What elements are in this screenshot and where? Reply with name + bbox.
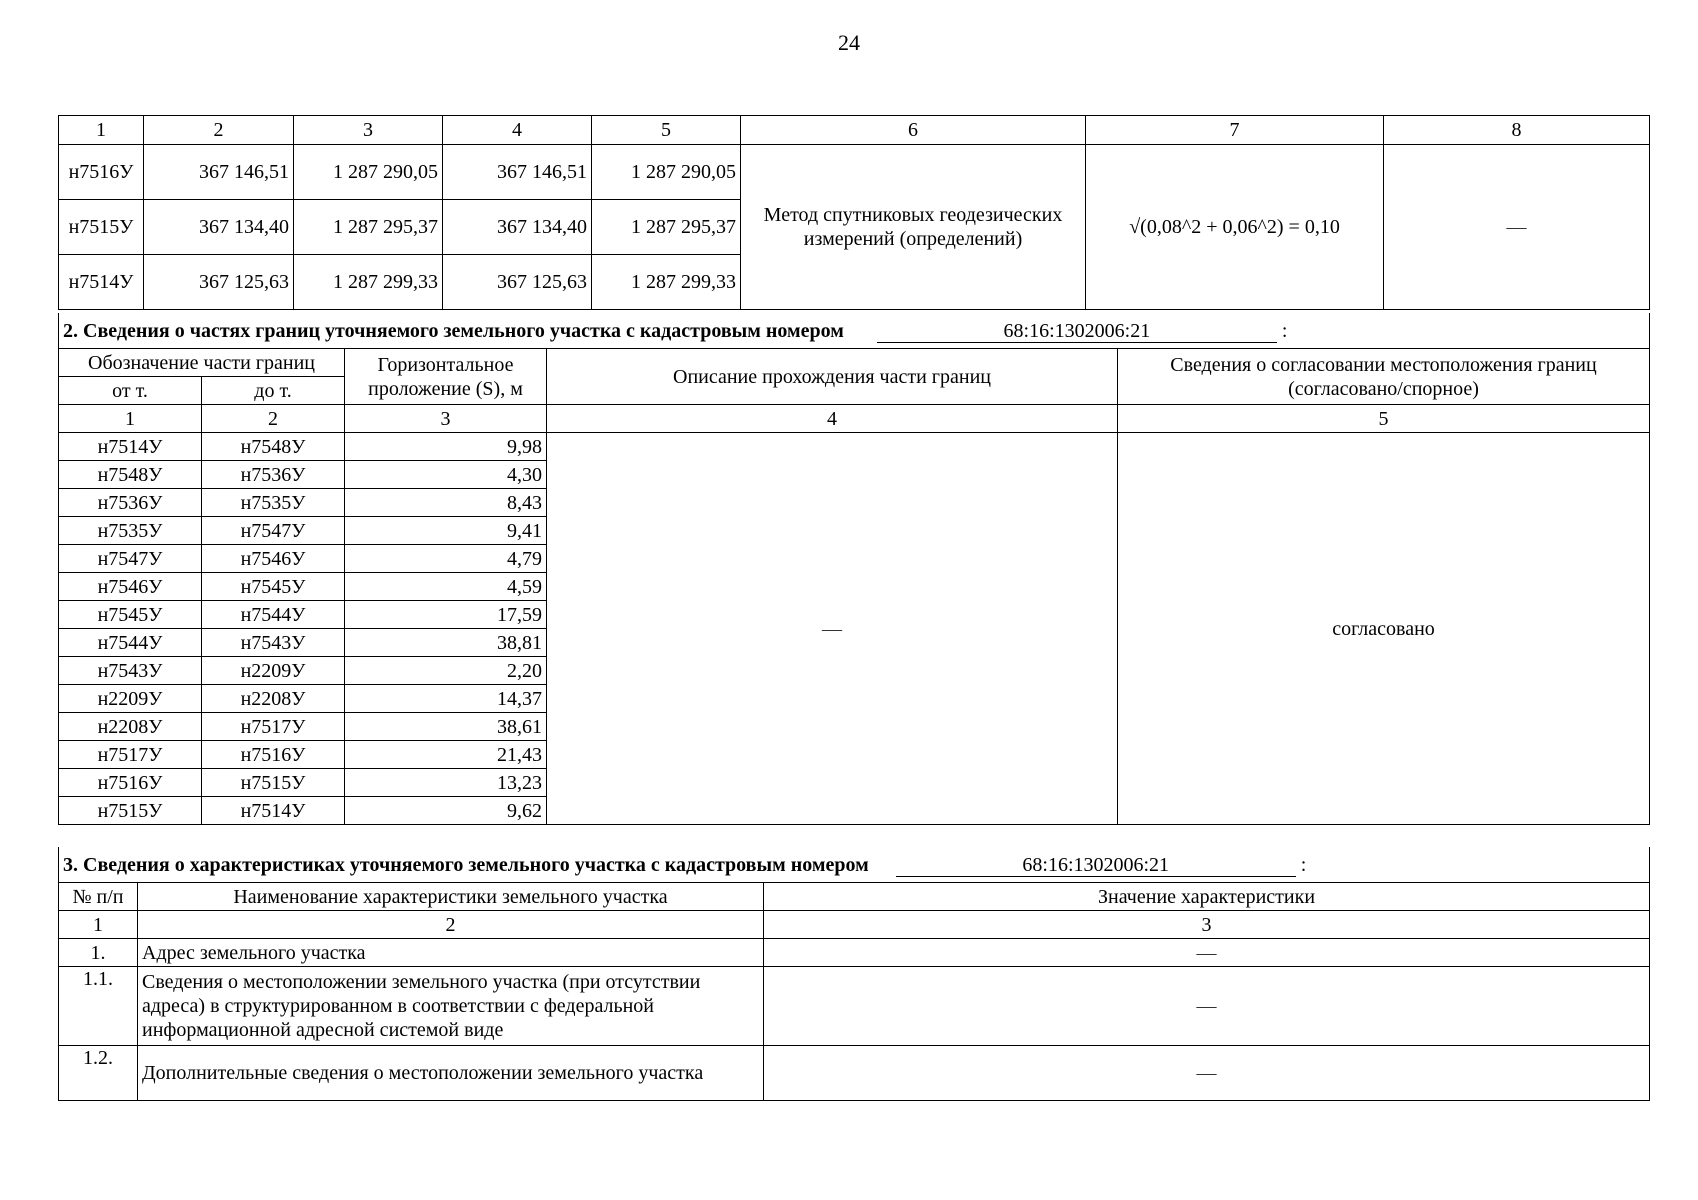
- num-header: № п/п: [59, 883, 138, 911]
- to-point: н7548У: [202, 433, 345, 461]
- horizontal-distance: 8,43: [345, 489, 547, 517]
- horizontal-distance: 9,62: [345, 797, 547, 825]
- horizontal-distance: 4,79: [345, 545, 547, 573]
- item-value: —: [764, 939, 1650, 967]
- from-point: н7517У: [59, 741, 202, 769]
- coord-y-old: 1 287 299,33: [294, 255, 443, 310]
- item-value: —: [764, 1046, 1650, 1101]
- coordinates-table: [58, 115, 1649, 310]
- table-row: [59, 433, 1650, 461]
- characteristics-table: [58, 847, 1649, 1101]
- column-number: 5: [1118, 405, 1650, 433]
- horizontal-distance: 38,61: [345, 713, 547, 741]
- to-point: н7514У: [202, 797, 345, 825]
- section-2-header-row: [59, 349, 1650, 377]
- section-3-number-row: [59, 911, 1650, 939]
- boundary-parts-table: [58, 313, 1649, 825]
- from-point: н7516У: [59, 769, 202, 797]
- to-point: н7517У: [202, 713, 345, 741]
- column-number: 3: [345, 405, 547, 433]
- to-point: н7547У: [202, 517, 345, 545]
- column-number: 3: [764, 911, 1650, 939]
- item-name: Адрес земельного участка: [138, 939, 764, 967]
- horizontal-distance: 38,81: [345, 629, 547, 657]
- to-point: н7535У: [202, 489, 345, 517]
- designation-header: Обозначение части границ: [59, 349, 345, 377]
- section-3-header-row: [59, 883, 1650, 911]
- from-point: н7515У: [59, 797, 202, 825]
- name-header: Наименование характеристики земельного участка: [138, 883, 764, 911]
- table-row: [59, 1046, 1650, 1101]
- section-2-title-row: [59, 313, 1650, 349]
- header-cell: 6: [741, 116, 1086, 145]
- point-id: н7514У: [59, 255, 144, 310]
- item-name: Сведения о местоположении земельного участка (при отсутствии адреса) в структурированном в соответствии с федеральной информационной адресной системой виде: [138, 967, 764, 1046]
- section-2-colon: :: [1281, 319, 1288, 342]
- column-number: 4: [547, 405, 1118, 433]
- from-point: н2209У: [59, 685, 202, 713]
- section-3-cadastral-number: 68:16:1302006:21: [896, 854, 1296, 877]
- col8-cell: —: [1384, 145, 1650, 310]
- from-header: от т.: [59, 377, 202, 405]
- column-number: 1: [59, 405, 202, 433]
- horizontal-header: Горизонтальное проложение (S), м: [345, 349, 547, 405]
- horizontal-distance: 14,37: [345, 685, 547, 713]
- section-2-title-text: 2. Сведения о частях границ уточняемого земельного участка с кадастровым номером: [63, 319, 844, 342]
- to-point: н7515У: [202, 769, 345, 797]
- column-number: 1: [59, 911, 138, 939]
- value-header: Значение характеристики: [764, 883, 1650, 911]
- coordinates-header-row: [59, 116, 1650, 145]
- description-header: Описание прохождения части границ: [547, 349, 1118, 405]
- item-value: —: [764, 967, 1650, 1046]
- agreement-header: Сведения о согласовании местоположения границ (согласовано/спорное): [1118, 349, 1650, 405]
- coord-x-old: 367 134,40: [144, 200, 294, 255]
- item-number: 1.1.: [59, 967, 138, 1046]
- coord-x-new: 367 134,40: [443, 200, 592, 255]
- point-id: н7516У: [59, 145, 144, 200]
- to-point: н7546У: [202, 545, 345, 573]
- to-header: до т.: [202, 377, 345, 405]
- agreement-value: согласовано: [1118, 433, 1650, 825]
- header-cell: 5: [592, 116, 741, 145]
- section-3-colon: :: [1300, 853, 1307, 876]
- horizontal-distance: 9,41: [345, 517, 547, 545]
- from-point: н7514У: [59, 433, 202, 461]
- section-2-number-row: [59, 405, 1650, 433]
- coord-y-old: 1 287 290,05: [294, 145, 443, 200]
- horizontal-distance: 2,20: [345, 657, 547, 685]
- coord-x-new: 367 125,63: [443, 255, 592, 310]
- header-cell: 7: [1086, 116, 1384, 145]
- to-point: н7544У: [202, 601, 345, 629]
- coord-y-new: 1 287 295,37: [592, 200, 741, 255]
- to-point: н7545У: [202, 573, 345, 601]
- horizontal-distance: 4,59: [345, 573, 547, 601]
- table-row: [59, 145, 1650, 200]
- from-point: н7548У: [59, 461, 202, 489]
- coord-y-new: 1 287 290,05: [592, 145, 741, 200]
- from-point: н7547У: [59, 545, 202, 573]
- horizontal-distance: 13,23: [345, 769, 547, 797]
- header-cell: 1: [59, 116, 144, 145]
- coord-x-old: 367 125,63: [144, 255, 294, 310]
- horizontal-distance: 9,98: [345, 433, 547, 461]
- description-value: —: [547, 433, 1118, 825]
- page-number: 24: [838, 30, 860, 55]
- method-cell: Метод спутниковых геодезических измерений (определений): [741, 145, 1086, 310]
- horizontal-distance: 4,30: [345, 461, 547, 489]
- to-point: н7536У: [202, 461, 345, 489]
- horizontal-distance: 17,59: [345, 601, 547, 629]
- header-cell: 8: [1384, 116, 1650, 145]
- table-row: [59, 967, 1650, 1046]
- to-point: н2209У: [202, 657, 345, 685]
- precision-cell: √(0,08^2 + 0,06^2) = 0,10: [1086, 145, 1384, 310]
- column-number: 2: [138, 911, 764, 939]
- from-point: н7544У: [59, 629, 202, 657]
- point-id: н7515У: [59, 200, 144, 255]
- to-point: н2208У: [202, 685, 345, 713]
- from-point: н7543У: [59, 657, 202, 685]
- column-number: 2: [202, 405, 345, 433]
- section-2-cadastral-number: 68:16:1302006:21: [877, 320, 1277, 343]
- header-cell: 3: [294, 116, 443, 145]
- item-number: 1.: [59, 939, 138, 967]
- to-point: н7516У: [202, 741, 345, 769]
- coord-x-new: 367 146,51: [443, 145, 592, 200]
- from-point: н7545У: [59, 601, 202, 629]
- from-point: н7536У: [59, 489, 202, 517]
- from-point: н2208У: [59, 713, 202, 741]
- table-row: [59, 939, 1650, 967]
- coord-y-new: 1 287 299,33: [592, 255, 741, 310]
- from-point: н7546У: [59, 573, 202, 601]
- item-number: 1.2.: [59, 1046, 138, 1101]
- from-point: н7535У: [59, 517, 202, 545]
- section-3-title-row: [59, 847, 1650, 883]
- section-3-title: [59, 847, 1650, 883]
- item-name: Дополнительные сведения о местоположении земельного участка: [138, 1046, 764, 1101]
- section-2-title: [59, 313, 1650, 349]
- coord-x-old: 367 146,51: [144, 145, 294, 200]
- header-cell: 2: [144, 116, 294, 145]
- coord-y-old: 1 287 295,37: [294, 200, 443, 255]
- horizontal-distance: 21,43: [345, 741, 547, 769]
- header-cell: 4: [443, 116, 592, 145]
- to-point: н7543У: [202, 629, 345, 657]
- section-3-title-text: 3. Сведения о характеристиках уточняемого земельного участка с кадастровым номером: [63, 853, 869, 876]
